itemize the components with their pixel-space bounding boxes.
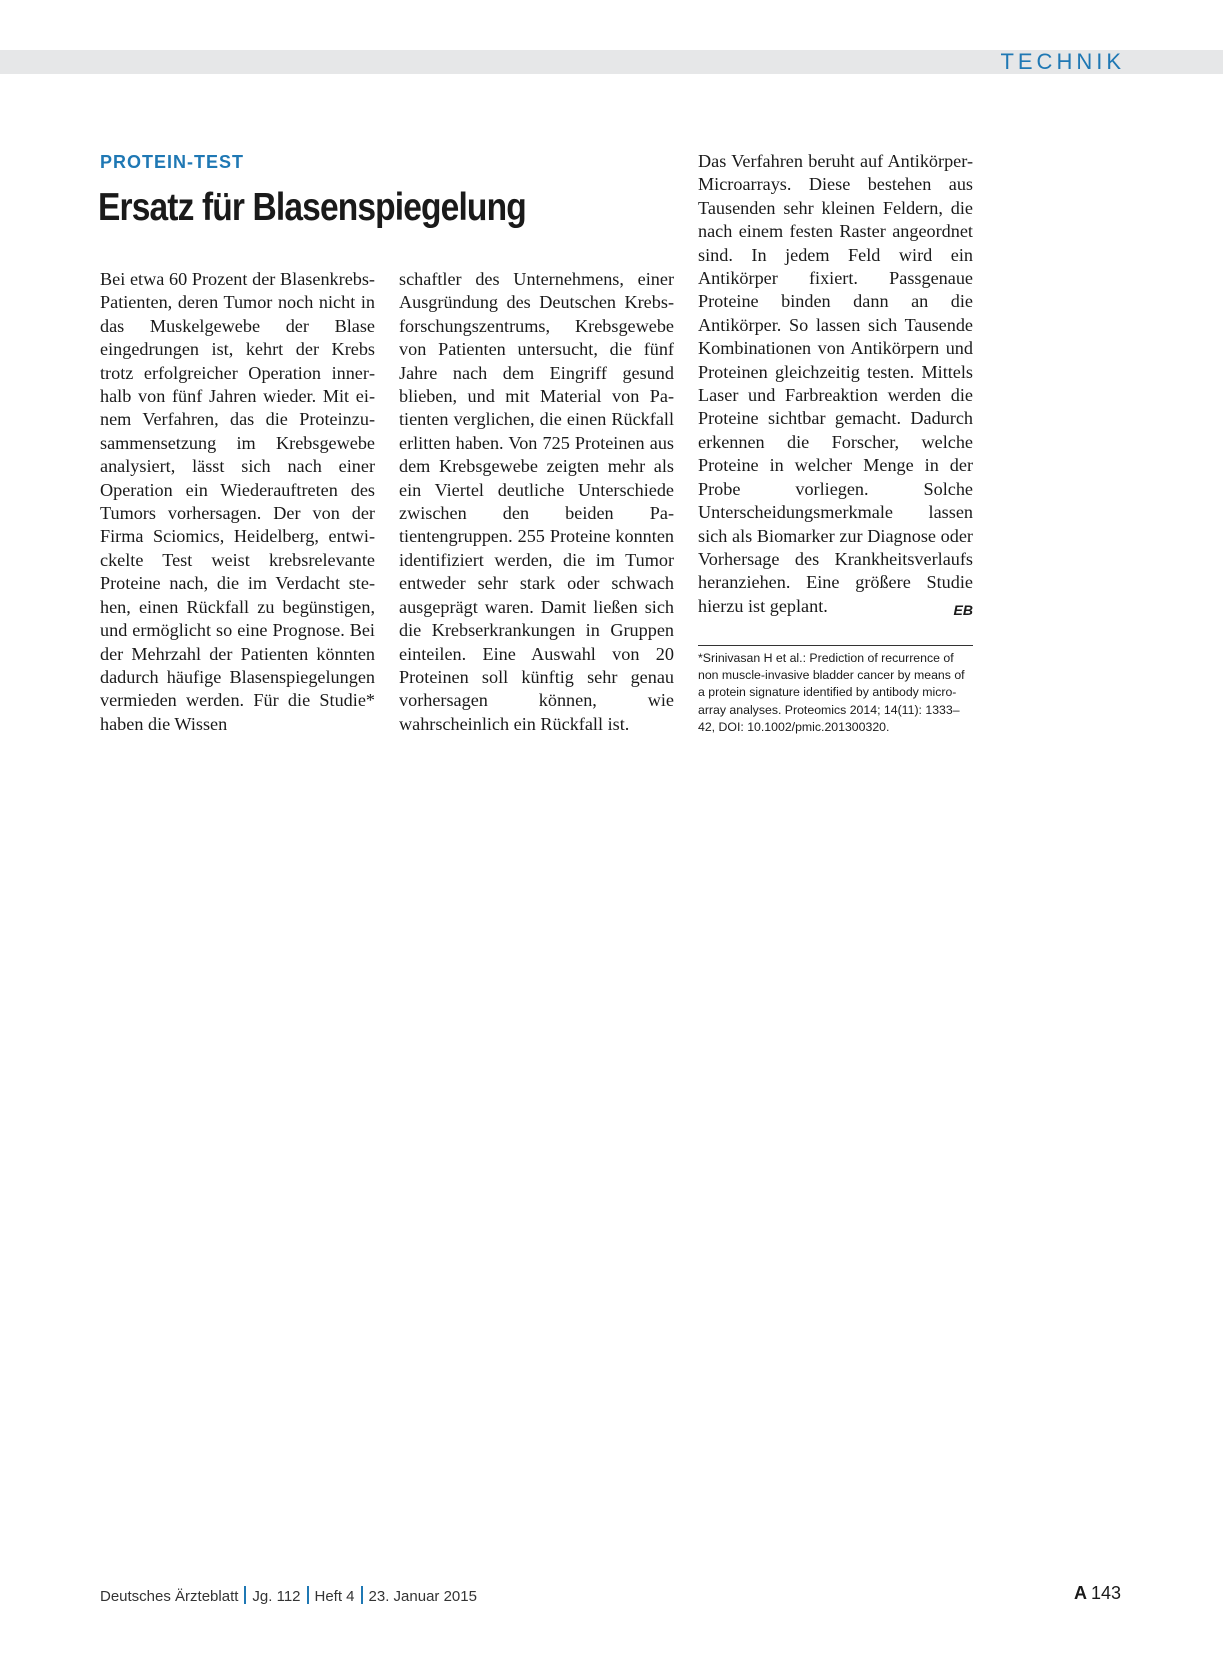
article-column-1: Bei etwa 60 Prozent der Blasenkrebs-Patienten, deren Tumor noch nicht in das Muskelgewebe der Blase eingedrungen ist, kehrt der Krebs trotz erfolgreicher Operation innerhalb von fünf Jahren wieder. Mit einem Verfahren, das die Proteinzusammensetzung im Krebsgewebe analysiert, lässt sich nach einer Operation ein Wiederauftreten des Tumors vorhersagen. Der von der Firma Sciomics, Heidelberg, entwickelte Test weist krebsrelevante Proteine nach, die im Verdacht stehen, einen Rückfall zu begünstigen, und ermöglicht so eine Prognose. Bei der Mehrzahl der Patienten könnten dadurch häufige Blasenspiegelungen vermieden werden. Für die Studie* haben die Wissen <box>100 269 375 734</box>
footer-date: 23. Januar 2015 <box>368 1588 477 1605</box>
article-column-3-text: Das Verfahren beruht auf Antikörper-Microarrays. Diese bestehen aus Tausenden sehr kleinen Feldern, die nach einem festen Raster angeordnet sind. In jedem Feld wird ein Antikörper fixiert. Passgenaue Proteine binden dann an die Antikörper. So lassen sich Tausende Kombinationen von Antikörpern und Proteinen gleichzeitig testen. Mittels Laser und Farbreaktion werden die Proteine sichtbar gemacht. Dadurch erkennen die Forscher, welche Proteine in welcher Menge in der Probe vorliegen. Solche Unterscheidungsmerkmale lassen sich als Biomarker zur Diagnose oder Vorhersage des Krankheitsverlaufs heranziehen. Eine größere Studie hierzu ist geplant. <box>698 151 973 616</box>
footer-separator <box>307 1586 309 1604</box>
page-footer <box>100 1586 477 1605</box>
article-kicker: PROTEIN-TEST <box>100 152 245 172</box>
author-signature: EB <box>953 601 973 618</box>
footer-issue: Heft 4 <box>314 1588 355 1605</box>
page-number <box>1074 1583 1121 1604</box>
section-label: TECHNIK <box>1000 49 1125 74</box>
article-column-2: schaftler des Unternehmens, einer Ausgründung des Deutschen Krebsforschungszentrums, Krebsgewebe von Patienten untersucht, die fünf Jahre nach dem Eingriff gesund blieben, und mit Material von Patienten verglichen, die einen Rückfall erlitten haben. Von 725 Proteinen aus dem Krebsgewebe zeigten mehr als ein Viertel deutliche Unterschiede zwischen den beiden Patientengruppen. 255 Proteine konnten identifiziert werden, die im Tumor entweder sehr stark oder schwach ausgeprägt waren. Damit ließen sich die Krebserkrankungen in Gruppen einteilen. Eine Auswahl von 20 Proteinen soll künftig sehr genau vorhersagen können, wie wahrscheinlich ein Rückfall ist. <box>399 269 674 734</box>
footer-separator <box>244 1586 246 1604</box>
footnote-divider <box>698 645 973 646</box>
footer-journal: Deutsches Ärzteblatt <box>100 1588 239 1605</box>
article-title: Ersatz für Blasenspiegelung <box>98 186 526 229</box>
page-number-value: 143 <box>1090 1583 1121 1603</box>
article-column-3 <box>698 150 973 622</box>
footer-volume: Jg. 112 <box>252 1588 301 1605</box>
footer-separator <box>361 1586 363 1604</box>
footnote: *Srinivasan H et al.: Prediction of recurrence of non muscle-invasive bladder cancer by means of a protein signature identified by antibody microarray analyses. Proteomics 2014; 14(11): 1333–42, DOI: 10.1002/pmic.201300320. <box>698 651 965 734</box>
page-prefix: A <box>1073 1583 1087 1603</box>
